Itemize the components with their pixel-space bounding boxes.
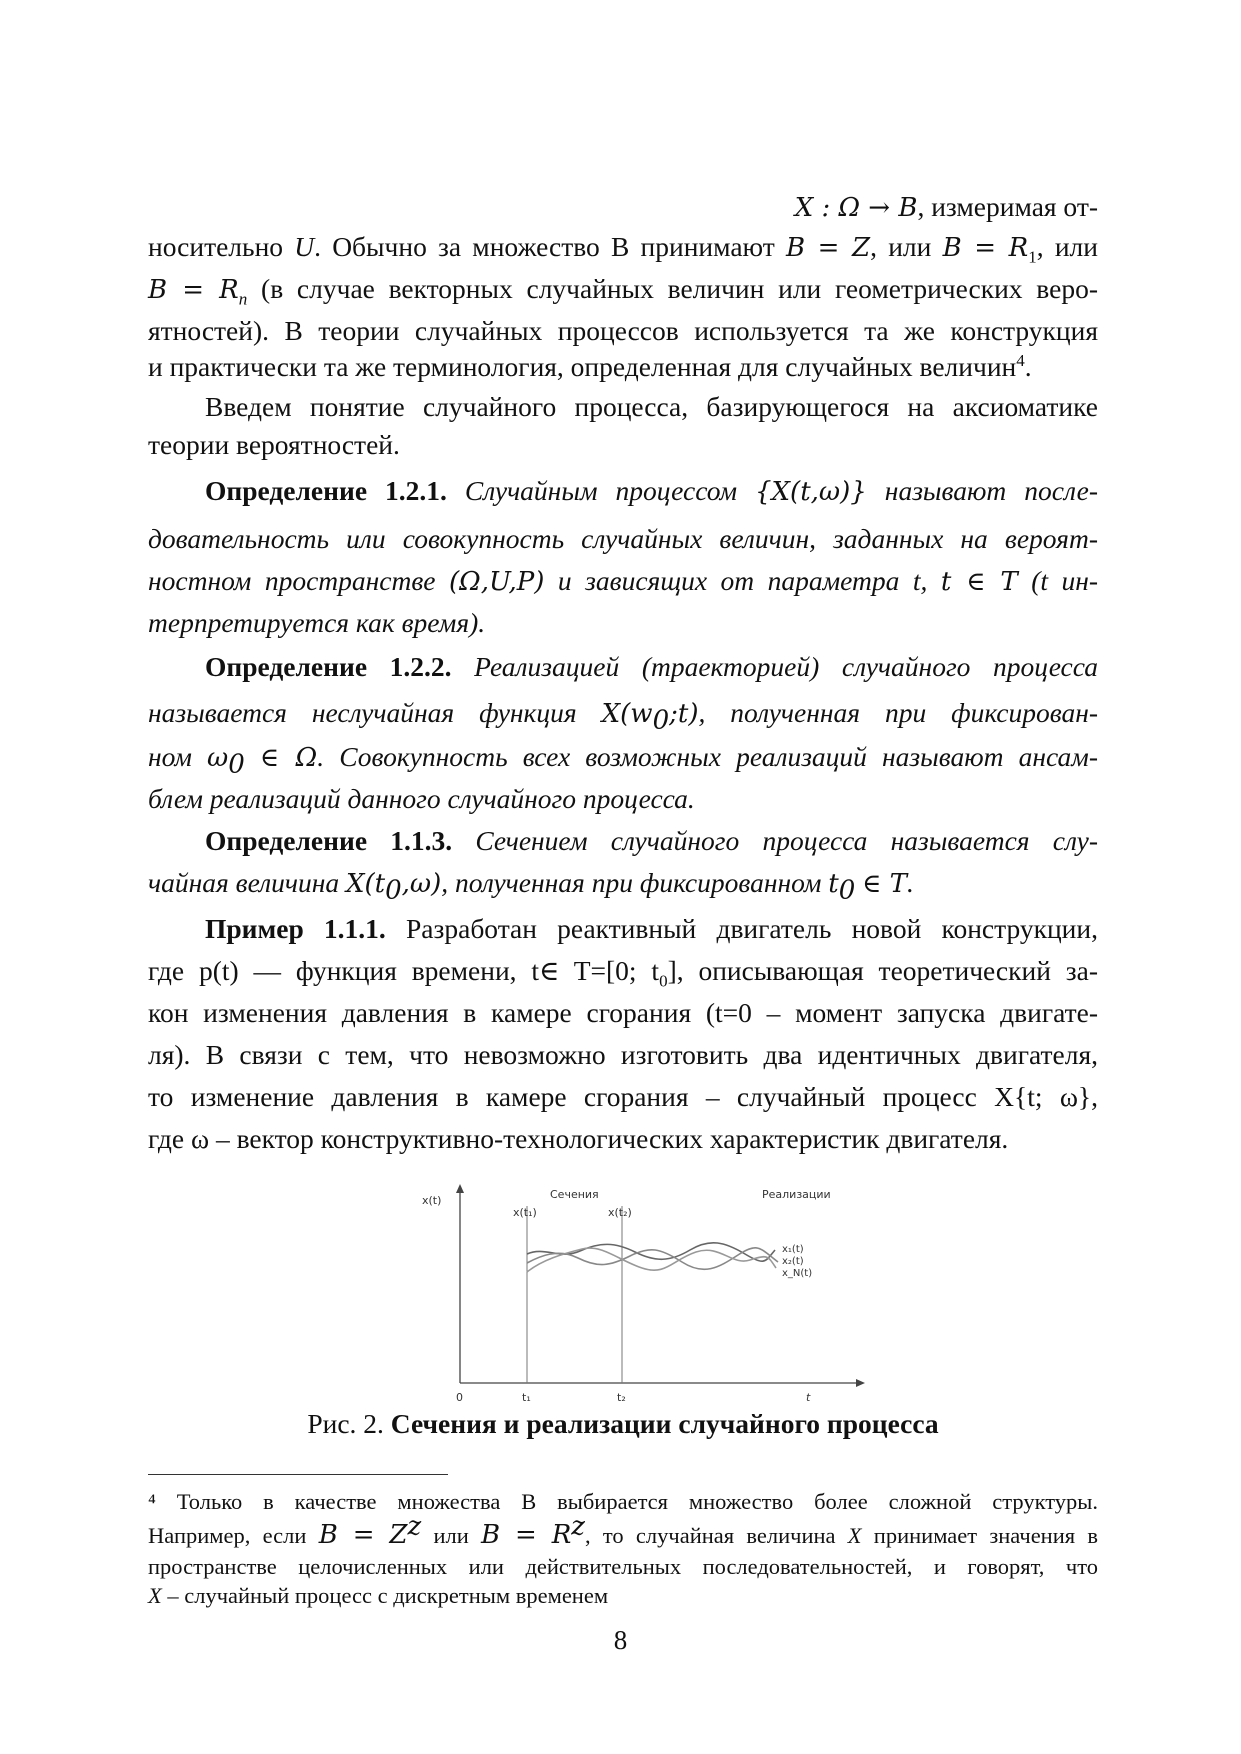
definition-1-2-1-line-2: довательность или совокупность случайных величин, заданных на вероят- [148,523,1098,554]
example-line-5: то изменение давления в камере сгорания – случайный процесс X{t; ω}, [148,1081,1098,1112]
definition-1-1-3-line-2: чайная величина $X(t_0,\omega)$, полученная при фиксированном $t_0$ ∈ T. [148,867,914,906]
footnote-line-3: пространстве целочисленных или действительных последовательностей, и говорят, что [148,1554,1098,1579]
text-line-3: $B = R_n$ (в случае векторных случайных величин или геометрических веро- [148,273,1098,309]
tick-label-t2: t₂ [617,1391,626,1404]
definition-1-1-3: Определение 1.1.3. Сечением случайного процесса называется слу- [205,825,1098,856]
page-number: 8 [613,1625,628,1655]
footnote-line-1: ⁴ Только в качестве множества B выбирается множество более сложной структуры. [148,1489,1098,1514]
definition-1-2-2-line-2: называется неслучайная функция $X(w_0;t)$, полученная при фиксирован- [148,697,1098,736]
y-axis-label: x(t) [422,1194,442,1207]
text-line-1: X : Ω → B, измеримая от- [794,191,1098,223]
text-line-5: и практически та же терминология, определенная для случайных величин$^4$. [148,350,1032,382]
footnote-divider [148,1474,448,1475]
definition-1-2-1: Определение 1.2.1. Случайным процессом {X(t,ω)} называют после- [205,475,1099,507]
definition-1-2-1-line-3: ностном пространстве (Ω,U,P) и зависящих от параметра t, t ∈ T (t ин- [148,565,1099,597]
definition-1-2-1-line-4: терпретируется как время). [148,607,486,638]
label-x1: x₁(t) [782,1244,804,1255]
figure-random-process [420,1178,870,1413]
realization-curve-n [527,1248,776,1272]
label-sections: Сечения [550,1188,599,1201]
x-axis-arrow [856,1379,865,1387]
definition-label: Определение 1.2.2. [205,651,452,682]
formula-x-omega-b: X : Ω → B [794,193,918,223]
definition-label: Определение 1.1.3. [205,825,453,856]
text-line-7: теории вероятностей. [148,429,400,460]
example-line-4: ля). В связи с тем, что невозможно изготовить два идентичных двигателя, [148,1039,1098,1070]
footnote-line-4: X – случайный процесс с дискретным временем [148,1583,609,1608]
definition-1-2-2: Определение 1.2.2. Реализацией (траекторией) случайного процесса [205,651,1099,682]
definition-label: Определение 1.2.1. [205,475,447,506]
example-line-2: где p(t) — функция времени, t∈ T=[0; $t_0$], описывающая теоретический за- [148,955,1098,991]
label-xn: x_N(t) [782,1268,813,1279]
label-x2: x₂(t) [782,1256,804,1267]
y-axis-arrow [456,1184,464,1193]
example-line-6: где ω – вектор конструктивно-технологических характеристик двигателя. [148,1123,1009,1154]
definition-1-2-2-line-3: ном $\omega_0$ ∈ Ω. Совокупность всех возможных реализаций называют ансам- [148,741,1098,780]
footnote-line-2: Например, если $B = Z^z$ или $B = R^z$, то случайная величина X принимает значения в [148,1511,1098,1550]
tick-label-t: t [806,1391,811,1404]
tick-label-t1: t₁ [522,1391,531,1404]
example-1-1-1: Пример 1.1.1. Разработан реактивный двигатель новой конструкции, [205,913,1098,944]
example-line-3: кон изменения давления в камере сгорания (t=0 – момент запуска двигате- [148,997,1098,1028]
label-realizations: Реализации [762,1188,831,1201]
text-line-4: ятностей). В теории случайных процессов используется та же конструкция [148,315,1098,346]
paragraph-intro: Введем понятие случайного процесса, базирующегося на аксиоматике [205,391,1098,422]
definition-1-2-2-line-4: блем реализаций данного случайного процесса. [148,783,695,814]
figure-caption: Рис. 2. Сечения и реализации случайного процесса [307,1408,939,1439]
label-origin: 0 [456,1391,463,1404]
text-line-2: носительно U. Обычно за множество B принимают B = Z, или $B = R_1$, или [148,231,1098,267]
label-x-t1: x(t₁) [513,1206,537,1219]
realization-curve-1 [527,1243,775,1261]
label-x-t2: x(t₂) [608,1206,632,1219]
example-label: Пример 1.1.1. [205,913,386,944]
